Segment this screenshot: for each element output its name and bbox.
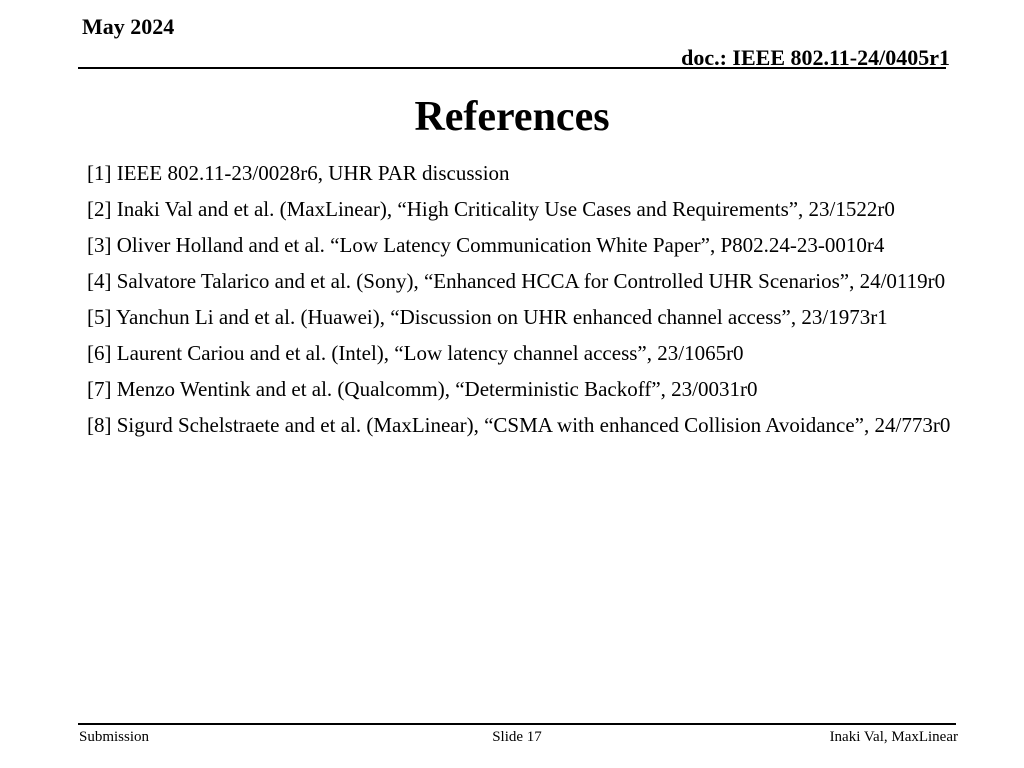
- header-date: May 2024: [82, 14, 175, 39]
- footer-slide-number: Slide 17: [492, 729, 542, 745]
- header-doc-id: doc.: IEEE 802.11-24/0405r1: [681, 45, 950, 70]
- reference-item-1: [1] IEEE 802.11-23/0028r6, UHR PAR discussion: [87, 161, 510, 185]
- reference-list: [87, 160, 957, 448]
- header-divider: [78, 67, 946, 69]
- reference-item-8: [8] Sigurd Schelstraete and et al. (MaxLinear), “CSMA with enhanced Collision Avoidance”, 24/773r0: [87, 413, 951, 437]
- reference-item-3: [3] Oliver Holland and et al. “Low Latency Communication White Paper”, P802.24-23-0010r4: [87, 233, 885, 257]
- reference-item-5: [5] Yanchun Li and et al. (Huawei), “Discussion on UHR enhanced channel access”, 23/1973r1: [87, 305, 888, 329]
- reference-item-2: [2] Inaki Val and et al. (MaxLinear), “High Criticality Use Cases and Requirements”, 23/1522r0: [87, 197, 895, 221]
- slide-title: References: [414, 94, 610, 140]
- footer-divider: [78, 723, 956, 725]
- reference-item-7: [7] Menzo Wentink and et al. (Qualcomm), “Deterministic Backoff”, 23/0031r0: [87, 377, 758, 401]
- reference-item-4: [4] Salvatore Talarico and et al. (Sony), “Enhanced HCCA for Controlled UHR Scenarios”, 24/0119r0: [87, 269, 946, 293]
- footer-author: Inaki Val, MaxLinear: [829, 729, 958, 745]
- reference-item-6: [6] Laurent Cariou and et al. (Intel), “Low latency channel access”, 23/1065r0: [87, 341, 744, 365]
- footer-submission: Submission: [79, 729, 150, 745]
